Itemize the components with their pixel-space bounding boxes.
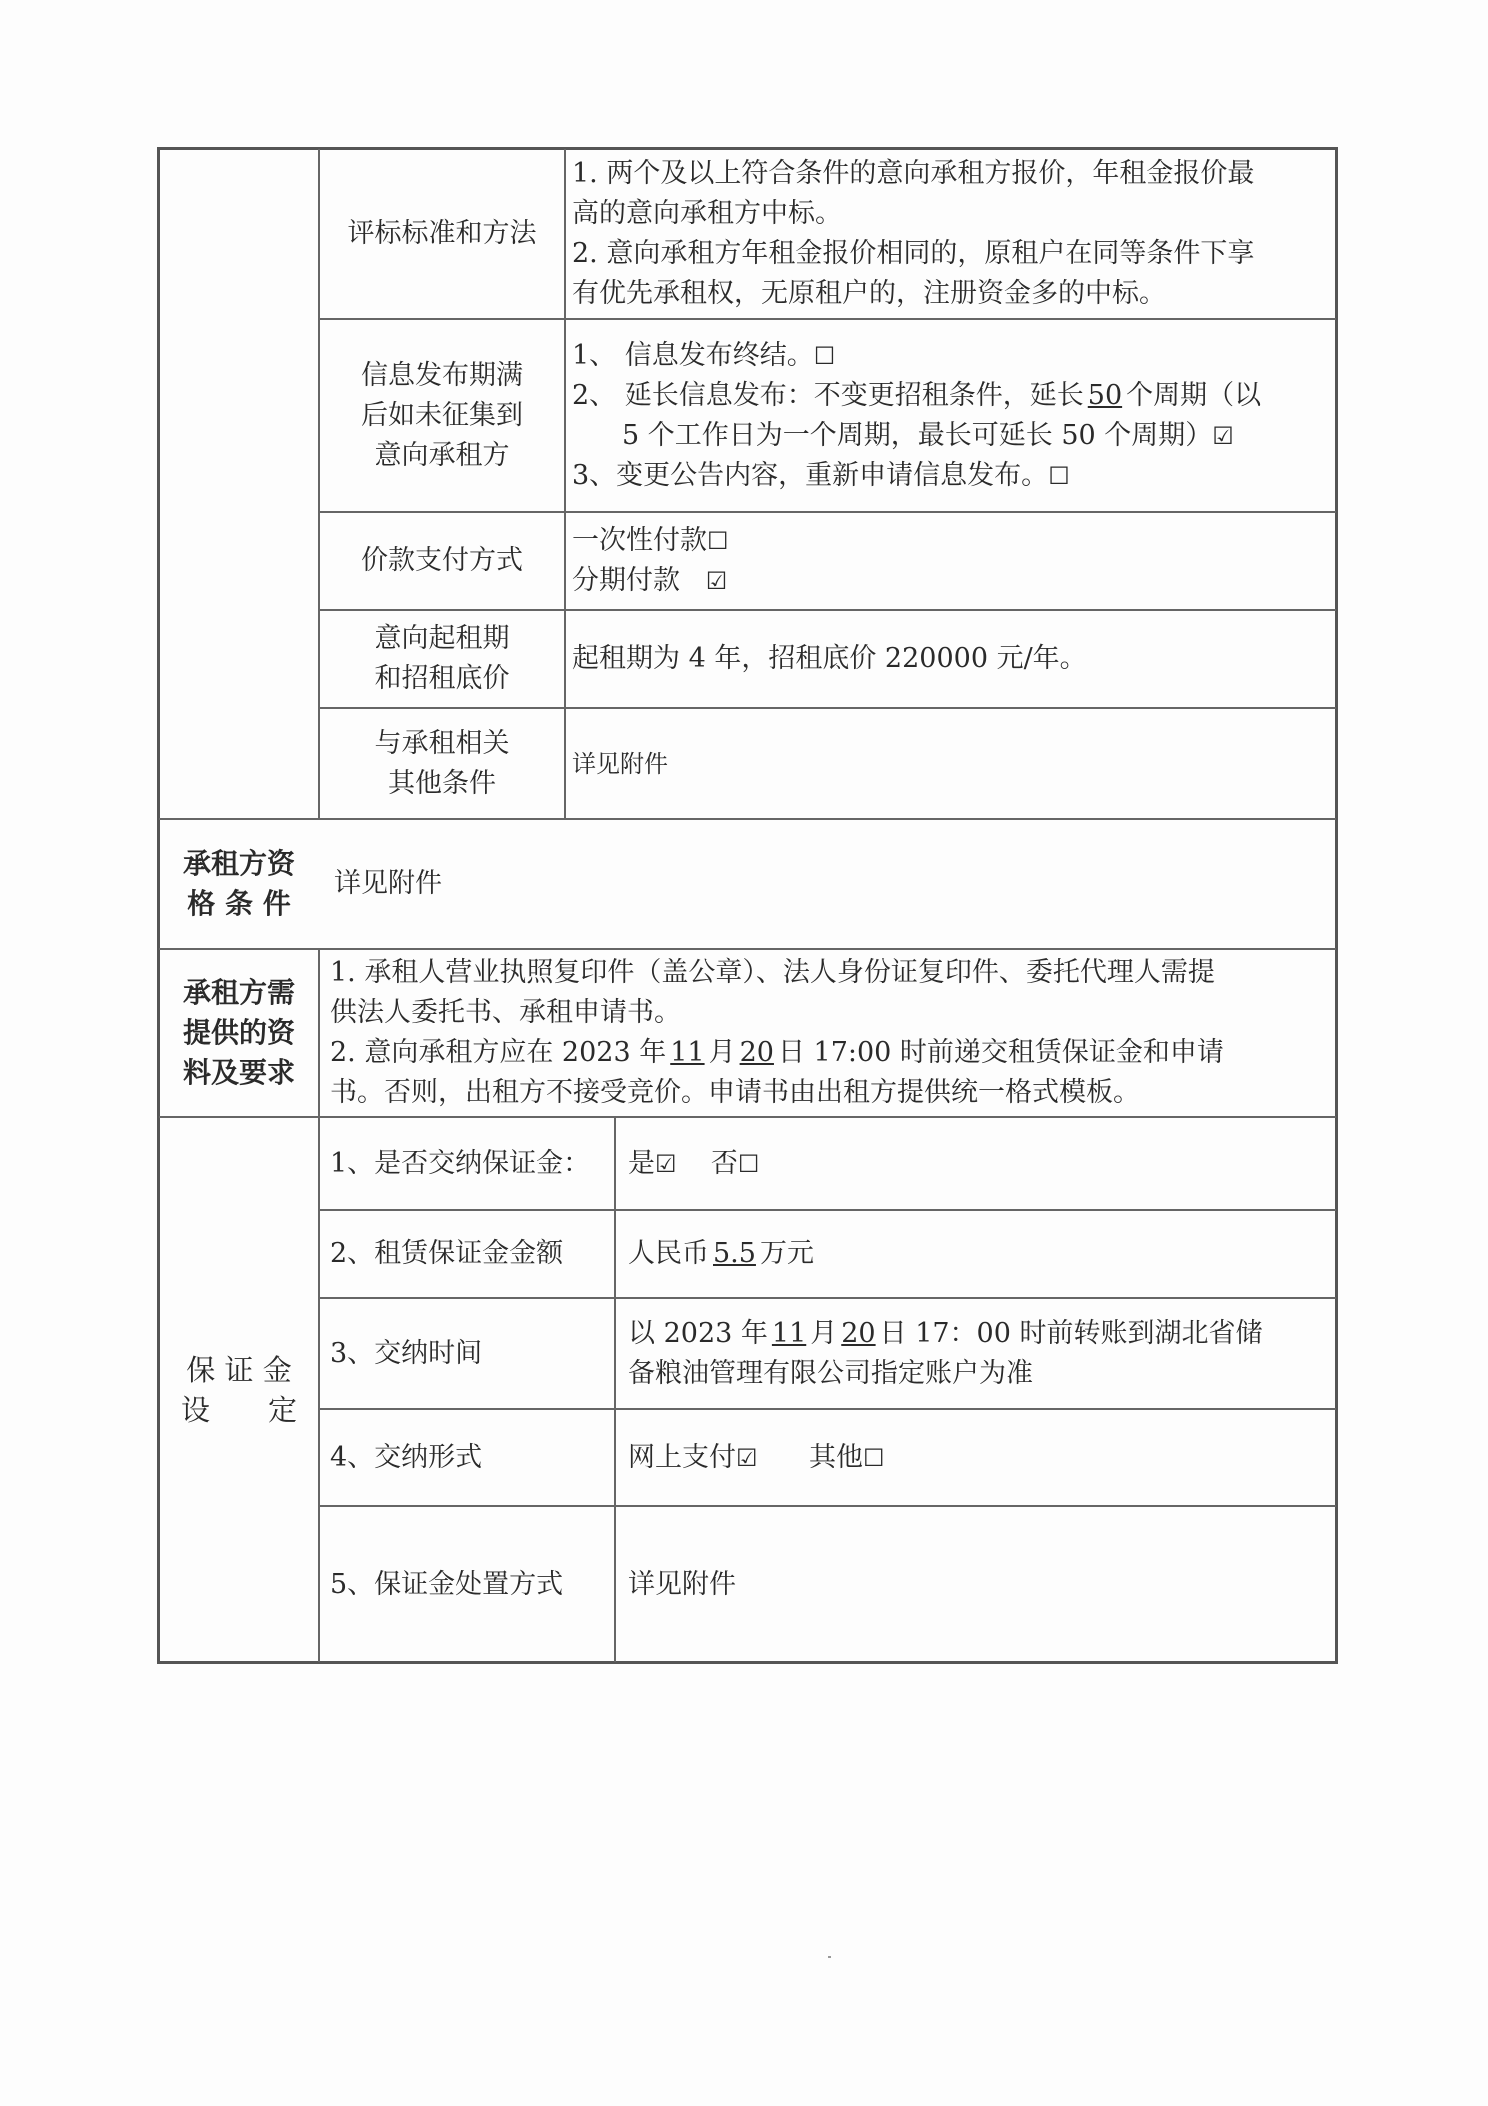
deposit-time-label: 3、交纳时间 — [330, 1337, 483, 1369]
option-extend-cont: 5 个工作日为一个周期，最长可延长 50 个周期）☑ — [622, 419, 1234, 451]
table-divider — [614, 1117, 616, 1662]
lease-term-value: 起租期为 4 年，招租底价 220000 元/年。 — [572, 643, 1087, 674]
no-applicant-options — [572, 320, 1336, 511]
table-divider — [318, 949, 320, 1662]
materials-line: 供法人委托书、承租申请书。 — [330, 997, 681, 1028]
materials-line: 2. 意向承租方应在 2023 年 11 月 20 日 17:00 时前递交租赁保证金和申请 — [330, 1037, 1224, 1068]
payment-installment: 分期付款 ☑ — [572, 565, 728, 596]
qualification-value: 详见附件 — [334, 868, 442, 899]
checkbox-unchecked-icon: ☐ — [863, 1443, 885, 1472]
checkbox-unchecked-icon: ☐ — [1048, 461, 1070, 490]
deposit-disposal-label: 5、保证金处置方式 — [330, 1568, 564, 1600]
deposit-time-value: 以 2023 年 11 月 20 日 17：00 时前转账到湖北省储 备粮油管理有限公司指定账户为准 — [628, 1317, 1263, 1389]
checkbox-checked-icon: ☑ — [1212, 421, 1234, 450]
checkbox-unchecked-icon: ☐ — [813, 341, 836, 370]
deposit-disposal-value: 详见附件 — [628, 1568, 736, 1600]
materials-label: 承租方需 提供的资 料及要求 — [182, 976, 295, 1089]
deposit-form-value: 网上支付☑ 其他☐ — [628, 1441, 885, 1473]
payment-options — [572, 513, 1336, 609]
qualification-label: 承租方资 格 条 件 — [182, 847, 295, 920]
checkbox-checked-icon: ☑ — [655, 1149, 677, 1178]
scan-speck — [828, 1956, 831, 1958]
no-applicant-label: 信息发布期满 后如未征集到 意向承租方 — [361, 359, 523, 471]
lease-term-label: 意向起租期 和招租底价 — [374, 623, 510, 694]
option-change: 3、变更公告内容，重新申请信息发布。☐ — [572, 459, 1070, 491]
other-conditions-label: 与承租相关 其他条件 — [374, 727, 510, 799]
deposit-required-label: 1、是否交纳保证金： — [330, 1147, 591, 1179]
payment-label: 价款支付方式 — [361, 545, 523, 576]
bid-criteria-label: 评标标准和方法 — [347, 218, 537, 249]
checkbox-unchecked-icon: ☐ — [737, 1149, 760, 1178]
checkbox-checked-icon: ☑ — [736, 1443, 758, 1472]
materials-value — [330, 950, 1334, 1116]
other-conditions-value: 详见附件 — [572, 749, 668, 778]
bid-criteria-line: 有优先承租权，无原租户的，注册资金多的中标。 — [572, 278, 1166, 309]
bid-criteria-line: 高的意向承租方中标。 — [572, 198, 842, 229]
payment-lump-sum: 一次性付款☐ — [572, 525, 729, 556]
bid-criteria-line: 2. 意向承租方年租金报价相同的，原租户在同等条件下享 — [572, 238, 1255, 269]
deposit-amount-label: 2、租赁保证金金额 — [330, 1238, 564, 1269]
deposit-form-label: 4、交纳形式 — [330, 1441, 483, 1473]
checkbox-checked-icon: ☑ — [705, 567, 728, 595]
deposit-required-value: 是☑ 否☐ — [628, 1147, 760, 1179]
deposit-label: 保 证 金 设 定 — [180, 1353, 297, 1427]
bid-criteria-value — [572, 150, 1336, 318]
checkbox-unchecked-icon: ☐ — [707, 527, 729, 555]
option-terminate: 1、 信息发布终结。☐ — [572, 339, 836, 371]
option-extend: 2、 延长信息发布：不变更招租条件，延长 50 个周期（以 — [572, 379, 1262, 411]
materials-line: 1. 承租人营业执照复印件（盖公章）、法人身份证复印件、委托代理人需提 — [330, 957, 1215, 988]
deposit-amount-value: 人民币 5.5 万元 — [628, 1238, 814, 1269]
bid-criteria-line: 1. 两个及以上符合条件的意向承租方报价，年租金报价最 — [572, 158, 1255, 189]
table-divider — [564, 149, 566, 819]
materials-line: 书。否则，出租方不接受竞价。申请书由出租方提供统一格式模板。 — [330, 1077, 1140, 1108]
